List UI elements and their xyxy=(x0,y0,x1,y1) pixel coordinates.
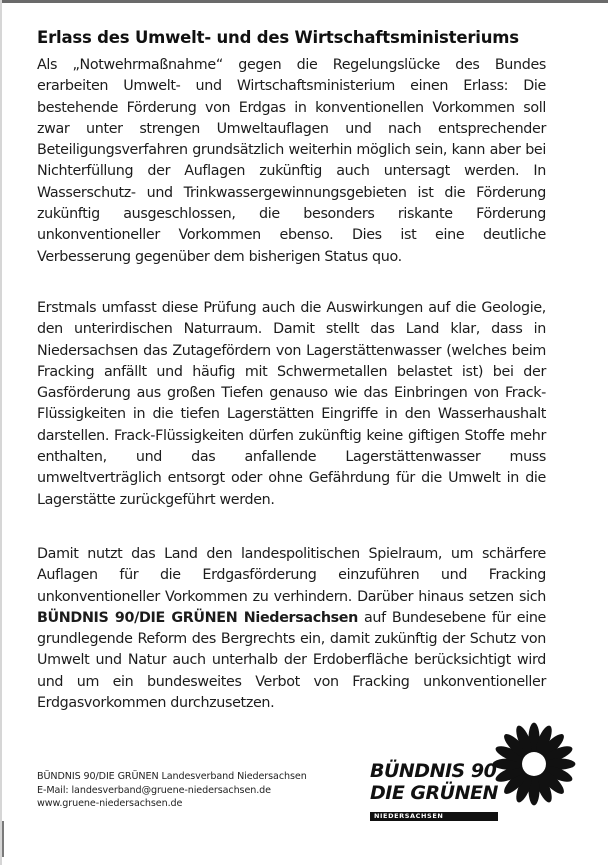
party-name-bold: BÜNDNIS 90/DIE GRÜNEN Niedersachsen xyxy=(37,609,358,626)
paragraph-2: Erstmals umfasst diese Prüfung auch die Auswirkungen auf die Geologie, den unterirdischen Naturraum. Damit stellt das Land klar, dass in Niedersachsen das Zutagefördern von Lagerstättenwasser (welches beim Fracking anfällt und häufig mit Schwermetallen belastet ist) bei der Gasförderung aus großen Tiefen genauso wie das Einbringen von Frack-Flüssigkeiten in die tiefen Lagerstätten Eingriffe in den Wasserhaushalt darstellen. Frack-Flüssigkeiten dürfen zukünftig keine giftigen Stoffe mehr enthalten, und das anfallende Lagerstättenwasser muss umweltverträglich entsorgt oder ohne Gefährdung für die Umwelt in die Lagerstätte zurückgeführt werden. xyxy=(37,300,546,508)
document-title: Erlass des Umwelt- und des Wirtschaftsministeriums xyxy=(37,28,519,47)
footer-email: E-Mail: landesverband@gruene-niedersachsen.de xyxy=(37,784,271,796)
paragraph-3-text-before: Damit nutzt das Land den landespolitischen Spielraum, um schärfere Auflagen für die Erdgasförderung einzuführen und Fracking unkonventioneller Vorkommen zu verhindern. Darüber hinaus setzen sich xyxy=(37,546,546,605)
paragraph-1: Als „Notwehrmaßnahme“ gegen die Regelungslücke des Bundes erarbeiten Umwelt- und Wirtschaftsministerium einen Erlass: Die bestehende Förderung von Erdgas in konventionellen Vorkommen soll zwar unter strengen Umweltauflagen und nach entsprechender Beteiligungsverfahren grundsätzlich weiterhin möglich sein, kann aber bei Nichterfüllung der Auflagen zukünftig auch untersagt werden. In Wasserschutz- und Trinkwassergewinnungsgebieten ist die Förderung zukünftig ausgeschlossen, die besonders riskante Förderung unkonventioneller Vorkommen ebenso. Dies ist eine deutliche Verbesserung gegenüber dem bisherigen Status quo. xyxy=(37,57,546,265)
logo-line-1: BÜNDNIS 90 xyxy=(370,760,497,782)
party-logo xyxy=(370,718,580,838)
paragraph-3-text-after: auf Bundesebene für eine grundlegende Reform des Bergrechts ein, damit zukünftig der Schutz von Umwelt und Natur auch unterhalb der Erdoberfläche berücksichtigt wird und um ein bundesweites Verbot von Fracking unkonventioneller Erdgasvorkommen durchzusetzen. xyxy=(37,609,546,712)
scan-mark xyxy=(2,821,4,857)
sunflower-icon xyxy=(488,718,580,810)
footer-website: www.gruene-niedersachsen.de xyxy=(37,798,183,810)
footer-contact xyxy=(37,770,307,811)
paragraph-3 xyxy=(37,544,546,714)
scan-edge-left xyxy=(0,0,2,865)
footer-org: BÜNDNIS 90/DIE GRÜNEN Landesverband Niedersachsen xyxy=(37,771,307,782)
scan-edge-top xyxy=(0,0,608,3)
logo-subline: NIEDERSACHSEN xyxy=(374,812,444,820)
logo-line-2: DIE GRÜNEN xyxy=(370,782,498,804)
